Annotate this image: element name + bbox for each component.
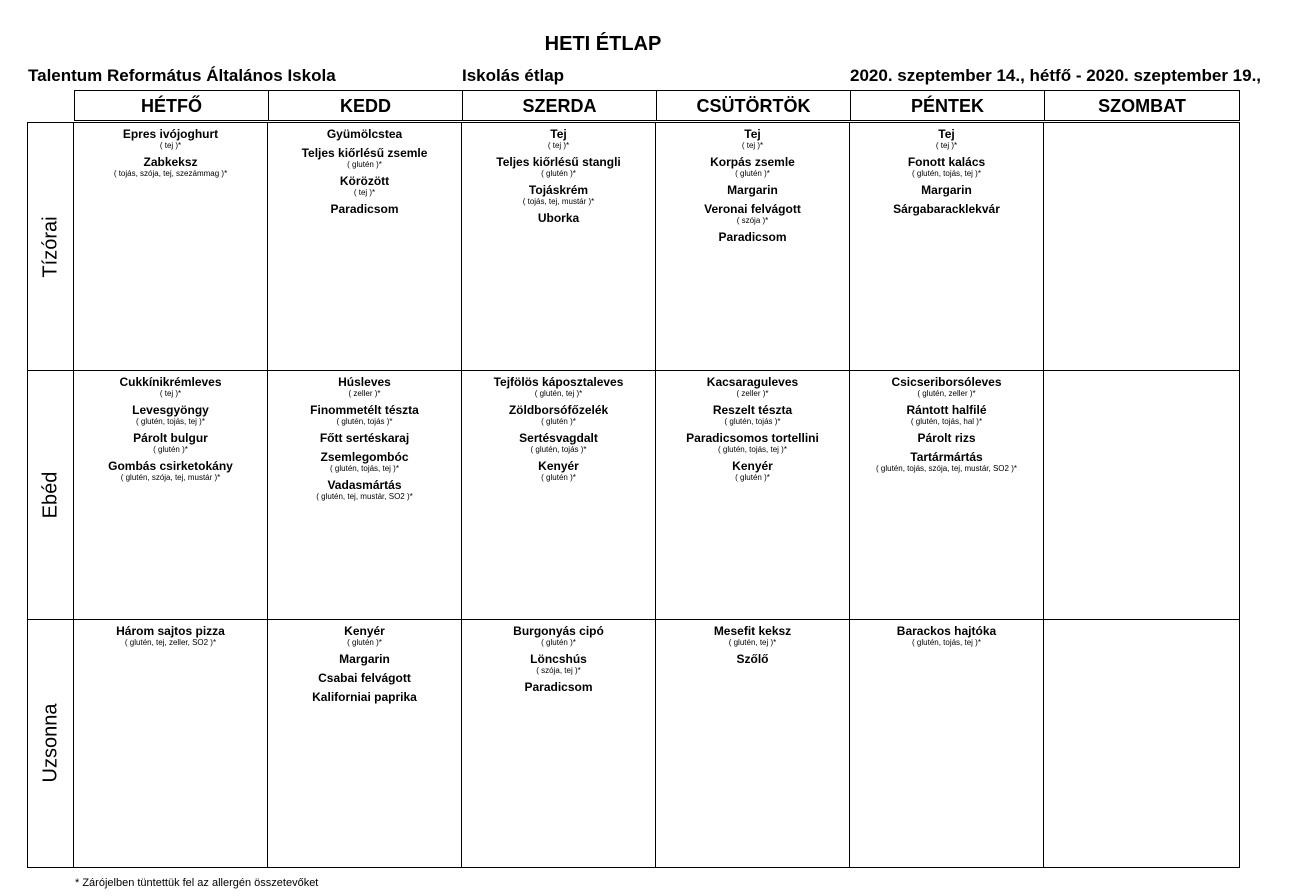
dish-name: Tej xyxy=(550,127,567,141)
menu-grid xyxy=(27,122,1240,868)
dish-name: Gyümölcstea xyxy=(326,127,403,141)
menu-type: Iskolás étlap xyxy=(462,66,565,85)
dish-name: Paradicsomos tortellini xyxy=(686,431,819,446)
dish-name: Margarin xyxy=(727,183,778,197)
dish-name: Rántott halfilé xyxy=(906,403,987,418)
menu-cell xyxy=(74,371,268,618)
dish-allergens: ( glutén, tojás, tej )* xyxy=(718,445,787,455)
menu-item xyxy=(268,672,461,685)
dish-allergens: ( glutén, zeller )* xyxy=(917,389,976,399)
dish-allergens: ( glutén )* xyxy=(541,169,576,178)
dish-allergens: ( glutén, tojás, tej )* xyxy=(912,637,981,647)
menu-item xyxy=(268,432,461,445)
meal-row xyxy=(28,620,1239,867)
dish-allergens: ( glutén, tojás )* xyxy=(724,417,781,427)
menu-item xyxy=(462,376,655,398)
menu-item xyxy=(74,156,267,178)
meal-row xyxy=(28,371,1239,619)
dish-name: Mesefit keksz xyxy=(713,623,792,638)
menu-cell xyxy=(74,620,268,867)
school-name: Talentum Református Általános Iskola xyxy=(28,66,336,85)
dish-allergens: ( tojás, szója, tej, szezámmag )* xyxy=(113,169,228,178)
menu-item xyxy=(656,625,849,647)
dish-name: Burgonyás cipó xyxy=(513,623,604,638)
dish-name: Korpás zsemle xyxy=(710,155,795,169)
menu-item xyxy=(268,625,461,647)
menu-cell xyxy=(462,123,656,370)
dish-allergens: ( glutén, tojás )* xyxy=(336,417,393,427)
dish-name: Párolt bulgur xyxy=(133,431,208,446)
menu-item xyxy=(462,156,655,178)
menu-item xyxy=(462,128,655,150)
day-header-monday: HÉTFŐ xyxy=(75,91,269,120)
dish-name: Tej xyxy=(744,127,761,141)
dish-allergens: ( tej )* xyxy=(353,188,376,197)
dish-allergens: ( glutén, tojás, tej )* xyxy=(330,464,399,474)
dish-allergens: ( tojás, tej, mustár )* xyxy=(522,197,595,206)
menu-item xyxy=(268,175,461,197)
dish-name: Vadasmártás xyxy=(327,478,402,493)
meal-label-text: Ebéd xyxy=(39,471,61,519)
menu-item xyxy=(462,653,655,675)
dish-name: Tartármártás xyxy=(910,450,983,465)
dish-name: Tej xyxy=(938,127,955,141)
dish-name: Veronai felvágott xyxy=(704,202,801,216)
dish-allergens: ( glutén, tej, zeller, SO2 )* xyxy=(124,637,217,647)
menu-item xyxy=(656,156,849,178)
dish-allergens: ( tej )* xyxy=(159,141,182,150)
menu-item xyxy=(850,404,1043,426)
dish-allergens: ( glutén )* xyxy=(541,473,576,483)
menu-cell xyxy=(656,620,850,867)
menu-item xyxy=(656,203,849,225)
dish-name: Sertésvagdalt xyxy=(519,431,598,446)
dish-name: Párolt rizs xyxy=(917,431,976,446)
dish-name: Tejfölös káposztaleves xyxy=(493,375,624,390)
dish-name: Fonott kalács xyxy=(907,155,986,169)
meal-row xyxy=(28,123,1239,371)
menu-cell xyxy=(1044,371,1238,618)
dish-name: Paradicsom xyxy=(524,679,593,694)
dish-allergens: ( zeller )* xyxy=(736,389,769,399)
menu-item xyxy=(462,212,655,225)
dish-allergens: ( glutén )* xyxy=(347,637,382,647)
menu-item xyxy=(850,432,1043,445)
menu-cell xyxy=(850,620,1044,867)
dish-allergens: ( glutén )* xyxy=(153,445,188,455)
menu-cell xyxy=(850,371,1044,618)
dish-name: Margarin xyxy=(921,183,972,197)
menu-item xyxy=(656,653,849,666)
menu-item xyxy=(850,184,1043,197)
menu-item xyxy=(268,404,461,426)
menu-item xyxy=(74,404,267,426)
menu-item xyxy=(462,681,655,694)
dish-allergens: ( glutén, szója, tej, mustár )* xyxy=(120,473,221,483)
dish-allergens: ( glutén )* xyxy=(735,473,770,483)
menu-cell xyxy=(268,123,462,370)
dish-allergens: ( tej )* xyxy=(935,141,958,150)
meal-label-text: Uzsonna xyxy=(39,703,61,783)
day-header-tuesday: KEDD xyxy=(269,91,463,120)
menu-item xyxy=(74,432,267,454)
dish-allergens: ( glutén, tojás )* xyxy=(530,445,587,455)
menu-item xyxy=(74,625,267,647)
dish-allergens: ( glutén, tojás, szója, tej, mustár, SO2 )* xyxy=(876,464,1017,474)
menu-item xyxy=(74,128,267,150)
meal-label xyxy=(28,620,74,867)
dish-allergens: ( tej )* xyxy=(741,141,764,150)
meal-label xyxy=(28,371,74,618)
dish-name: Körözött xyxy=(339,174,390,188)
dish-allergens: ( tej )* xyxy=(547,141,570,150)
menu-item xyxy=(74,376,267,398)
dish-name: Gombás csirketokány xyxy=(108,459,233,474)
menu-cell xyxy=(656,123,850,370)
dish-name: Szőlő xyxy=(736,651,769,666)
menu-item xyxy=(656,128,849,150)
dish-allergens: ( glutén, tojás, tej )* xyxy=(136,417,205,427)
menu-cell xyxy=(462,371,656,618)
dish-allergens: ( glutén )* xyxy=(541,417,576,427)
dish-allergens: ( glutén, tojás, hal )* xyxy=(910,417,983,427)
menu-item xyxy=(268,653,461,666)
dish-allergens: ( glutén, tojás, tej )* xyxy=(912,169,981,178)
date-range: 2020. szeptember 14., hétfő - 2020. szeptember 19., xyxy=(850,66,1262,85)
dish-allergens: ( szója, tej )* xyxy=(536,665,581,675)
menu-item xyxy=(268,479,461,501)
dish-name: Zsemlegombóc xyxy=(320,450,409,465)
dish-name: Margarin xyxy=(339,651,390,666)
dish-name: Három sajtos pizza xyxy=(116,623,225,638)
dish-name: Finommetélt tészta xyxy=(310,403,419,418)
dish-name: Barackos hajtóka xyxy=(896,623,997,638)
menu-item xyxy=(850,203,1043,216)
menu-item xyxy=(656,460,849,482)
menu-item xyxy=(268,376,461,398)
dish-name: Paradicsom xyxy=(718,230,787,244)
menu-cell xyxy=(462,620,656,867)
day-header-row xyxy=(74,90,1240,121)
menu-cell xyxy=(656,371,850,618)
meal-label-text: Tízórai xyxy=(39,216,61,278)
day-header-friday: PÉNTEK xyxy=(851,91,1045,120)
dish-allergens: ( glutén )* xyxy=(735,169,770,178)
meal-label xyxy=(28,123,74,370)
dish-allergens: ( zeller )* xyxy=(348,389,381,399)
dish-name: Löncshús xyxy=(530,651,587,666)
dish-name: Uborka xyxy=(537,211,580,225)
menu-cell xyxy=(850,123,1044,370)
dish-name: Csicseriborsóleves xyxy=(891,375,1002,390)
dish-name: Teljes kiőrlésű stangli xyxy=(496,155,621,169)
dish-name: Főtt sertéskaraj xyxy=(319,431,410,446)
menu-item xyxy=(850,156,1043,178)
menu-item xyxy=(656,231,849,244)
menu-item xyxy=(850,376,1043,398)
menu-item xyxy=(268,203,461,216)
menu-item xyxy=(462,184,655,206)
menu-cell xyxy=(74,123,268,370)
dish-name: Zabkeksz xyxy=(143,155,198,169)
menu-item xyxy=(268,147,461,169)
page-title: HETI ÉTLAP xyxy=(544,33,662,55)
day-header-saturday: SZOMBAT xyxy=(1098,96,1186,116)
menu-item xyxy=(850,625,1043,647)
dish-name: Reszelt tészta xyxy=(712,403,793,418)
dish-name: Levesgyöngy xyxy=(132,403,209,418)
menu-item xyxy=(268,128,461,141)
dish-name: Cukkínikrémleves xyxy=(119,375,222,390)
dish-name: Csabai felvágott xyxy=(318,670,411,685)
dish-name: Paradicsom xyxy=(330,202,399,216)
dish-name: Kaliforniai paprika xyxy=(312,689,417,704)
dish-name: Kenyér xyxy=(344,623,385,638)
dish-name: Kenyér xyxy=(538,459,579,474)
allergen-footnote: * Zárójelben tüntettük fel az allergén összetevőket xyxy=(75,877,319,889)
dish-allergens: ( glutén, tej )* xyxy=(534,389,583,399)
dish-allergens: ( glutén )* xyxy=(541,637,576,647)
dish-allergens: ( glutén )* xyxy=(347,160,382,169)
menu-item xyxy=(462,404,655,426)
menu-item xyxy=(268,691,461,704)
menu-item xyxy=(462,625,655,647)
menu-cell xyxy=(268,620,462,867)
dish-name: Teljes kiőrlésű zsemle xyxy=(301,146,428,160)
dish-name: Zöldborsófőzelék xyxy=(508,403,609,418)
dish-allergens: ( tej )* xyxy=(159,389,182,399)
menu-item xyxy=(74,460,267,482)
dish-allergens: ( glutén, tej )* xyxy=(728,637,777,647)
dish-name: Tojáskrém xyxy=(528,183,589,197)
dish-name: Húsleves xyxy=(338,375,391,390)
dish-name: Kacsaraguleves xyxy=(706,375,799,390)
menu-item xyxy=(268,451,461,473)
menu-item xyxy=(462,460,655,482)
menu-item xyxy=(656,376,849,398)
menu-item xyxy=(462,432,655,454)
dish-name: Epres ivójoghurt xyxy=(122,127,219,141)
dish-allergens: ( szója )* xyxy=(736,216,769,225)
menu-item xyxy=(850,451,1043,473)
menu-item xyxy=(656,404,849,426)
dish-name: Kenyér xyxy=(732,459,773,474)
day-header-thursday: CSÜTÖRTÖK xyxy=(657,91,851,120)
dish-name: Sárgabaracklekvár xyxy=(893,202,1000,216)
menu-cell xyxy=(1044,620,1238,867)
menu-item xyxy=(656,184,849,197)
menu-item xyxy=(850,128,1043,150)
day-header-wednesday: SZERDA xyxy=(463,91,657,120)
menu-item xyxy=(656,432,849,454)
dish-allergens: ( glutén, tej, mustár, SO2 )* xyxy=(316,492,413,502)
menu-cell xyxy=(1044,123,1238,370)
menu-cell xyxy=(268,371,462,618)
